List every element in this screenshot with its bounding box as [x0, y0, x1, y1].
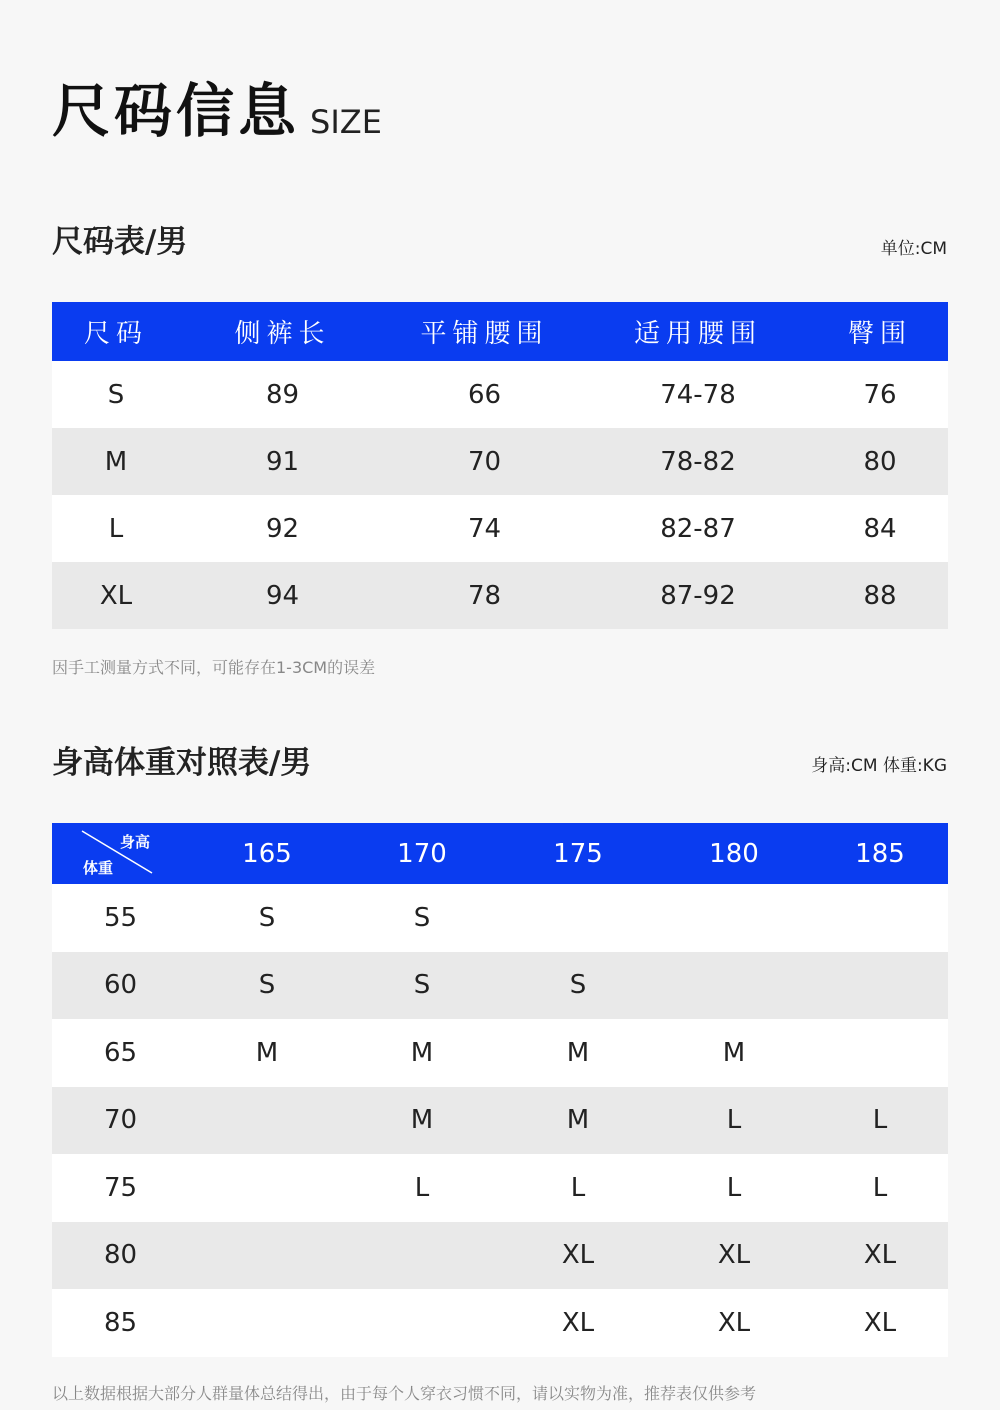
size-cell: [344, 1289, 500, 1357]
size-cell: XL: [812, 1222, 948, 1290]
size-cell: L: [344, 1154, 500, 1222]
weight-cell: 60: [52, 952, 190, 1020]
size-cell: M: [656, 1019, 812, 1087]
size-cell: S: [190, 884, 344, 952]
table-cell: 91: [180, 428, 385, 495]
size-cell: S: [190, 952, 344, 1020]
table-row: [52, 1019, 948, 1087]
size-chart-unit: 单位:CM: [880, 239, 947, 259]
table-cell: 74: [385, 495, 584, 562]
table-cell: 78: [385, 562, 584, 629]
size-cell: [656, 952, 812, 1020]
table-row: [52, 495, 948, 562]
height-weight-note: 以上数据根据大部分人群量体总结得出，由于每个人穿衣习惯不同，请以实物为准，推荐表仅供参考: [52, 1384, 757, 1403]
table-cell: 78-82: [584, 428, 812, 495]
height-weight-unit: 身高:CM 体重:KG: [811, 756, 947, 776]
size-cell: M: [500, 1019, 656, 1087]
table-cell: S: [52, 361, 180, 428]
size-cell: XL: [500, 1222, 656, 1290]
table-cell: 82-87: [584, 495, 812, 562]
page-title-en: SIZE: [310, 103, 382, 141]
table-cell: 80: [812, 428, 948, 495]
size-cell: XL: [656, 1222, 812, 1290]
height-header: 165: [190, 823, 344, 884]
weight-cell: 55: [52, 884, 190, 952]
size-table: [52, 302, 948, 629]
size-cell: [656, 884, 812, 952]
height-header: 175: [500, 823, 656, 884]
size-chart-note: 因手工测量方式不同，可能存在1-3CM的误差: [52, 658, 376, 677]
column-header: 适用腰围: [584, 302, 812, 361]
size-cell: L: [500, 1154, 656, 1222]
table-cell: 92: [180, 495, 385, 562]
weight-cell: 65: [52, 1019, 190, 1087]
table-cell: 94: [180, 562, 385, 629]
table-cell: 87-92: [584, 562, 812, 629]
size-cell: XL: [812, 1289, 948, 1357]
corner-cell: [52, 823, 190, 884]
size-cell: [190, 1154, 344, 1222]
table-cell: 74-78: [584, 361, 812, 428]
height-header: 180: [656, 823, 812, 884]
table-row: [52, 1087, 948, 1155]
height-header: 185: [812, 823, 948, 884]
table-cell: 76: [812, 361, 948, 428]
size-cell: [812, 1019, 948, 1087]
size-cell: M: [190, 1019, 344, 1087]
corner-weight-label: 体重: [83, 859, 114, 877]
size-cell: L: [656, 1154, 812, 1222]
table-cell: 70: [385, 428, 584, 495]
table-row: [52, 1289, 948, 1357]
column-header: 尺码: [52, 302, 180, 361]
table-cell: 89: [180, 361, 385, 428]
corner-height-label: 身高: [120, 833, 151, 851]
weight-cell: 85: [52, 1289, 190, 1357]
weight-cell: 80: [52, 1222, 190, 1290]
table-row: [52, 1222, 948, 1290]
table-row: [52, 884, 948, 952]
table-row: [52, 428, 948, 495]
height-weight-header: [52, 823, 948, 884]
size-cell: [190, 1222, 344, 1290]
table-row: [52, 361, 948, 428]
height-weight-title: 身高体重对照表/男: [52, 745, 312, 781]
size-table-header: [52, 302, 948, 361]
size-cell: [190, 1087, 344, 1155]
size-cell: XL: [656, 1289, 812, 1357]
size-cell: M: [500, 1087, 656, 1155]
size-cell: L: [656, 1087, 812, 1155]
height-weight-table: [52, 823, 948, 1357]
column-header: 平铺腰围: [385, 302, 584, 361]
size-cell: M: [344, 1087, 500, 1155]
column-header: 臀围: [812, 302, 948, 361]
table-row: [52, 1154, 948, 1222]
size-cell: S: [500, 952, 656, 1020]
size-chart-title: 尺码表/男: [52, 224, 188, 260]
weight-cell: 75: [52, 1154, 190, 1222]
size-cell: S: [344, 952, 500, 1020]
size-cell: L: [812, 1087, 948, 1155]
table-row: [52, 562, 948, 629]
table-cell: XL: [52, 562, 180, 629]
size-cell: L: [812, 1154, 948, 1222]
size-cell: [500, 884, 656, 952]
table-cell: M: [52, 428, 180, 495]
height-header: 170: [344, 823, 500, 884]
table-cell: 88: [812, 562, 948, 629]
table-cell: L: [52, 495, 180, 562]
table-cell: 84: [812, 495, 948, 562]
page-title: [52, 78, 382, 144]
page-title-cn: 尺码信息: [52, 77, 301, 145]
column-header: 侧裤长: [180, 302, 385, 361]
table-cell: 66: [385, 361, 584, 428]
weight-cell: 70: [52, 1087, 190, 1155]
size-cell: M: [344, 1019, 500, 1087]
size-cell: [812, 952, 948, 1020]
size-cell: S: [344, 884, 500, 952]
size-cell: [190, 1289, 344, 1357]
size-cell: [344, 1222, 500, 1290]
table-row: [52, 952, 948, 1020]
size-cell: XL: [500, 1289, 656, 1357]
size-cell: [812, 884, 948, 952]
